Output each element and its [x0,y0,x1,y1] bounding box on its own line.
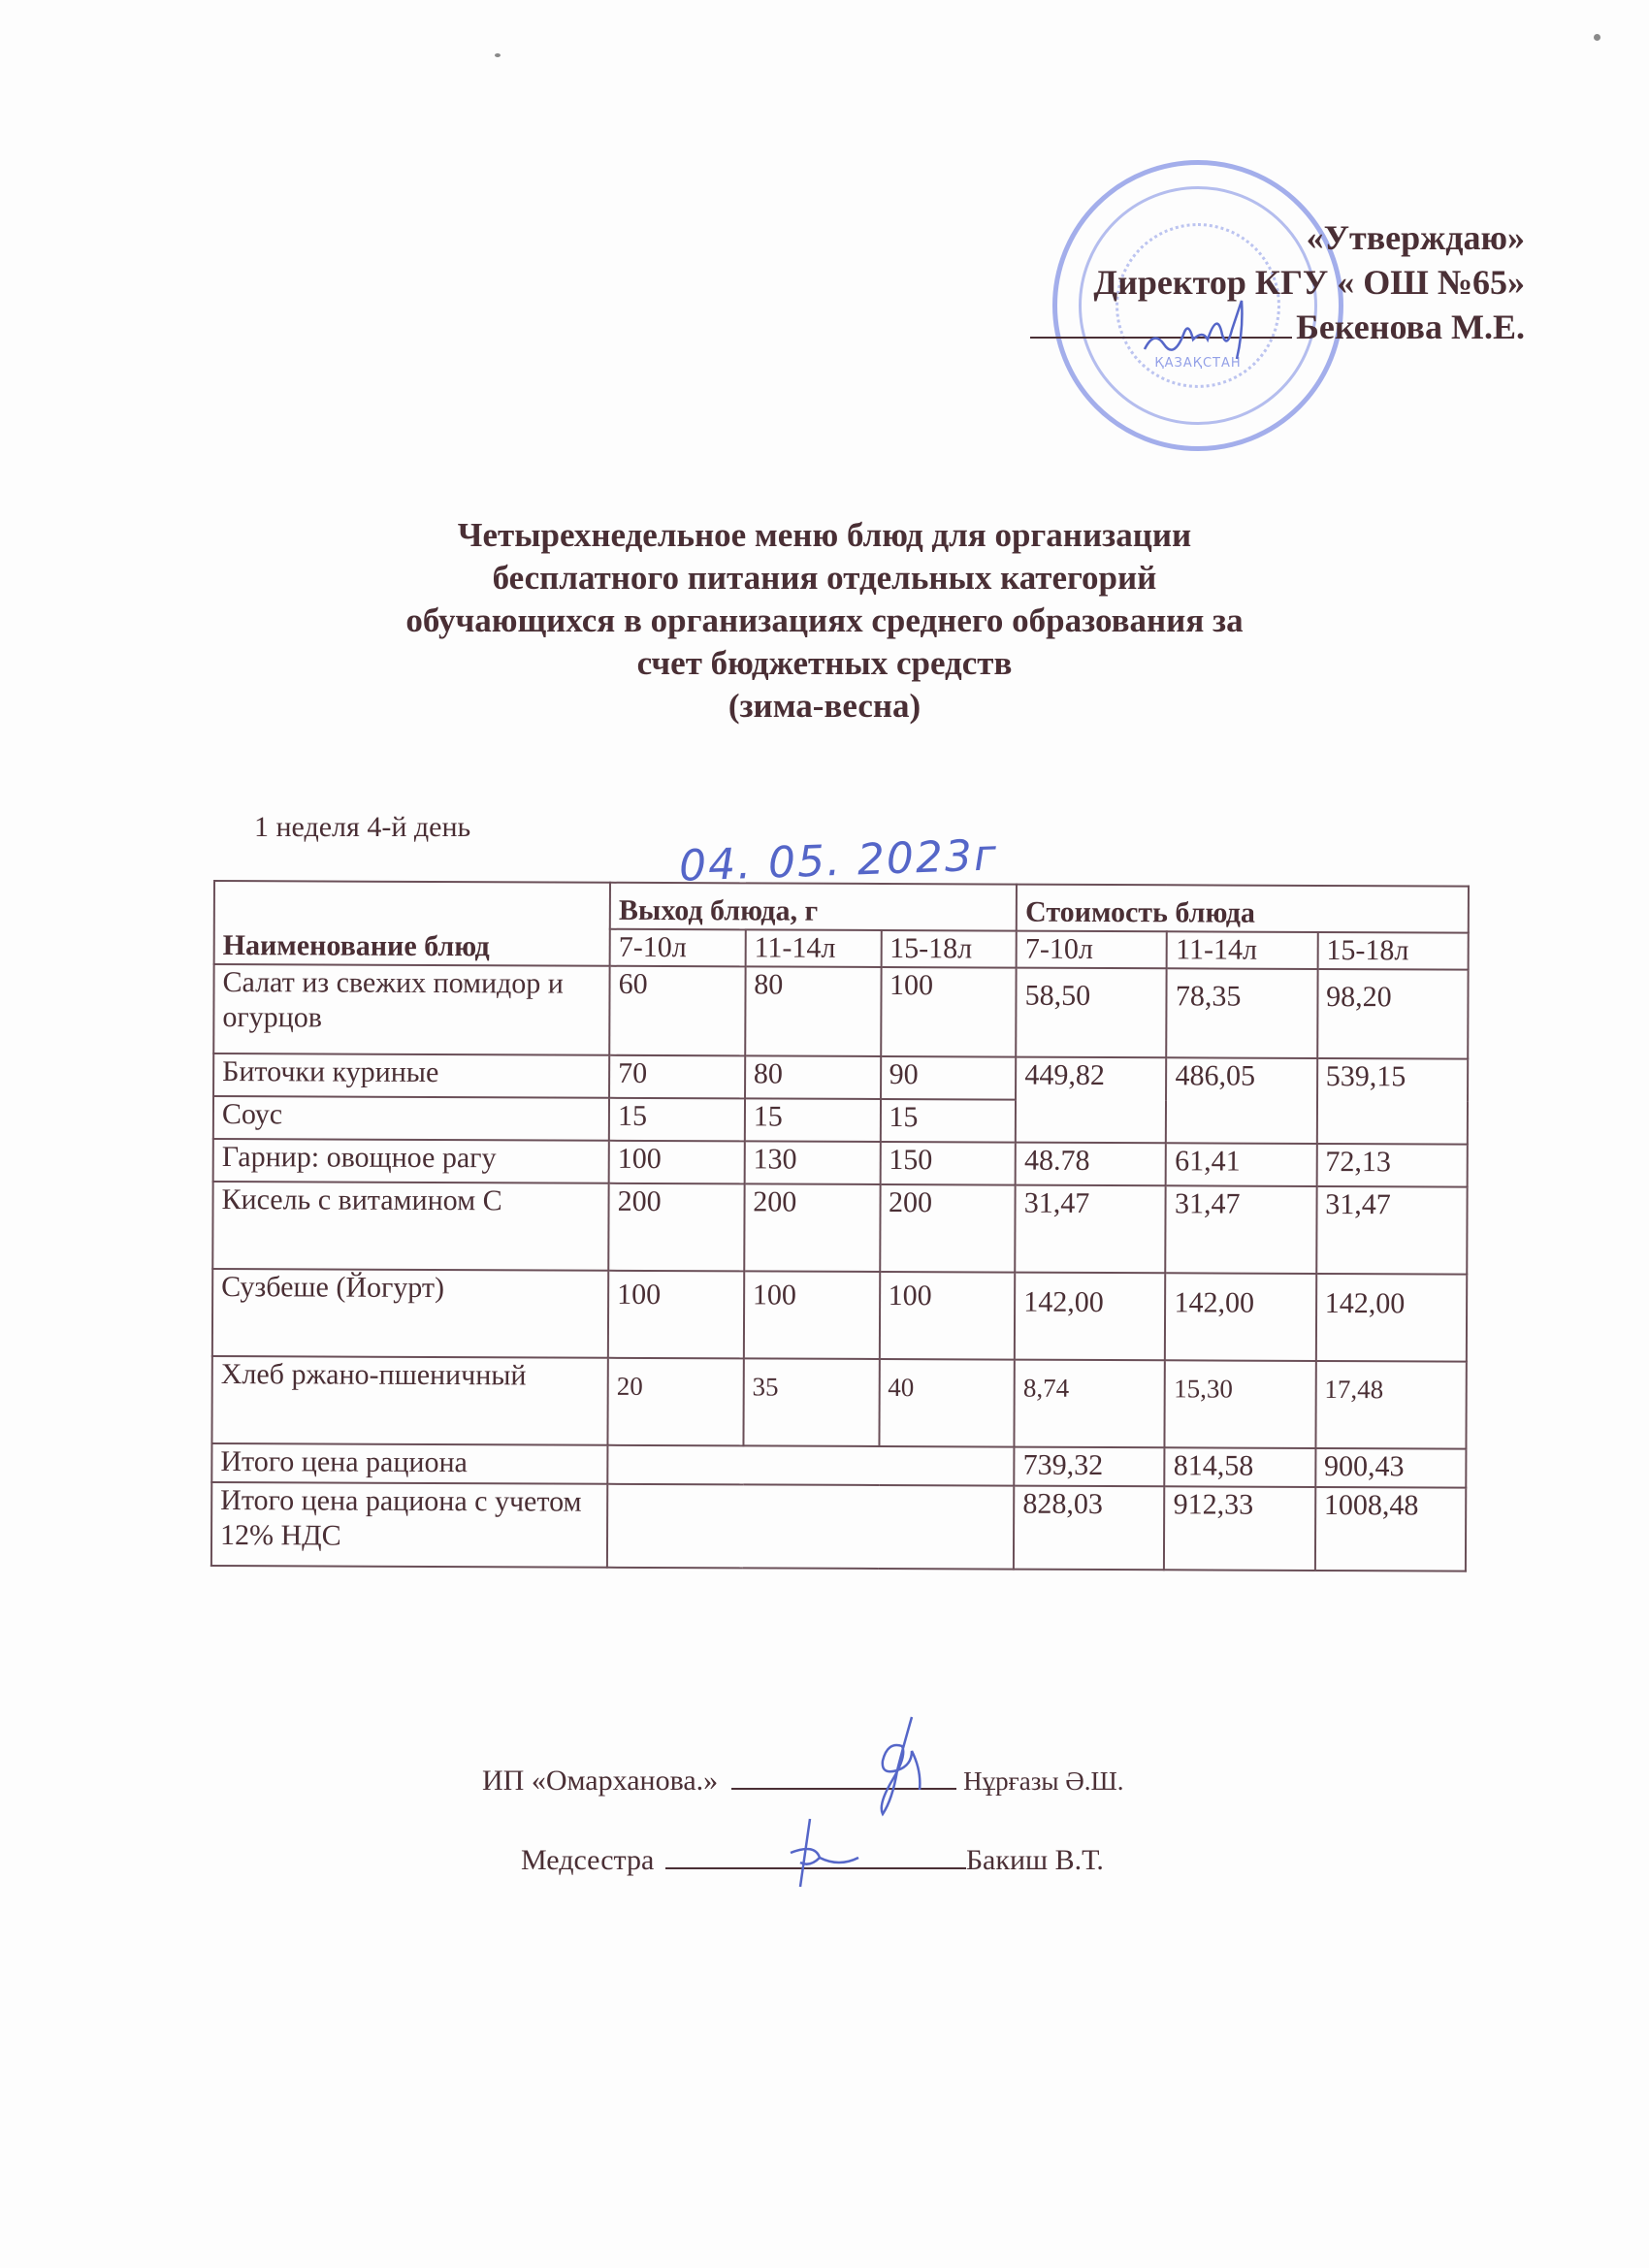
header-cost-group: Стоимость блюда [1017,885,1469,933]
yield-value: 90 [881,1056,1017,1100]
approval-signer: Бекенова М.Е. [1296,308,1525,346]
dish-name: Биточки куриные [213,1053,609,1098]
cost-value: 449,82 [1016,1057,1167,1144]
yield-value: 100 [879,1272,1015,1360]
cost-value: 31,47 [1316,1186,1468,1275]
supplier-signature-icon [854,1712,960,1819]
cost-value: 142,00 [1015,1273,1166,1361]
dish-name: Соус [213,1096,609,1141]
cost-value: 58,50 [1016,968,1167,1058]
total-vat-row [211,1482,1466,1571]
approval-signature-line [1030,305,1525,349]
title-line: счет бюджетных средств [636,644,1013,682]
yield-value: 150 [880,1142,1016,1185]
scan-speck [495,53,501,57]
total-value: 814,58 [1165,1447,1315,1487]
yield-value: 200 [744,1183,880,1272]
total-vat-label: Итого цена рациона с учетом 12% НДС [211,1482,607,1568]
header-age-yield: 15-18л [881,930,1017,968]
supplier-org: ИП «Омарханова.» [482,1765,719,1797]
header-yield-group: Выход блюда, г [610,883,1017,931]
table-row [212,1182,1467,1275]
nurse-name: Бакиш В.Т. [965,1844,1104,1876]
yield-value: 80 [745,966,881,1056]
nurse-title: Медсестра [521,1844,655,1876]
dish-name: Хлеб ржано-пшеничный [211,1356,607,1445]
total-empty-cell [607,1445,1014,1486]
header-age-yield: 7-10л [610,929,746,967]
supplier-name: Нұрғазы Ә.Ш. [963,1766,1124,1796]
total-vat-value: 1008,48 [1315,1487,1467,1571]
dish-name: Сузбеше (Йогурт) [212,1269,608,1358]
header-age-cost: 15-18л [1317,932,1468,970]
dish-name: Гарнир: овощное рагу [213,1139,609,1183]
table-row [213,1139,1468,1187]
cost-value: 72,13 [1316,1144,1467,1187]
director-signature-icon [1135,291,1271,369]
yield-value: 15 [745,1098,881,1142]
cost-value: 15,30 [1165,1360,1316,1448]
signature-supplier [482,1761,1124,1798]
menu-table [210,880,1470,1572]
header-dish-name: Наименование блюд [214,881,610,966]
yield-value: 35 [743,1358,879,1446]
yield-value: 60 [609,966,745,1056]
total-value: 739,32 [1015,1447,1165,1487]
dish-name: Кисель с витамином С [212,1182,608,1271]
cost-value: 31,47 [1015,1185,1166,1274]
title-line: Четырехнедельное меню блюд для организации [457,516,1192,554]
cost-value: 61,41 [1166,1143,1316,1186]
cost-value: 17,48 [1315,1361,1467,1449]
cost-value: 78,35 [1167,968,1318,1058]
cost-value: 142,00 [1165,1273,1316,1361]
cost-value: 539,15 [1317,1058,1469,1145]
yield-value: 100 [608,1271,744,1359]
approval-position: Директор КГУ « ОШ №65» [1093,263,1525,302]
total-row [211,1443,1466,1488]
header-age-cost: 11-14л [1167,931,1317,969]
yield-value: 200 [880,1184,1016,1273]
table-row [212,1269,1467,1362]
yield-value: 100 [609,1141,745,1184]
total-value: 900,43 [1315,1448,1466,1488]
yield-value: 80 [745,1055,881,1099]
table-row [213,964,1468,1059]
title-line: бесплатного питания отдельных категорий [492,559,1157,597]
table-row [213,1053,1468,1102]
total-vat-value: 828,03 [1014,1486,1165,1571]
total-vat-value: 912,33 [1164,1486,1315,1571]
cost-value: 98,20 [1317,969,1469,1059]
header-age-yield: 11-14л [745,929,881,967]
total-empty-cell [607,1484,1015,1570]
title-line: (зима-весна) [728,687,922,725]
nurse-signature-icon [771,1814,878,1892]
dish-name: Салат из свежих помидор и огурцов [213,964,609,1055]
yield-value: 200 [608,1183,744,1272]
yield-value: 40 [879,1359,1015,1447]
yield-value: 130 [744,1141,880,1184]
handwritten-date: 04. 05. 2023г [678,830,999,891]
yield-value: 70 [609,1055,745,1099]
scan-speck [1594,34,1600,41]
cost-value: 48.78 [1016,1143,1166,1186]
total-label: Итого цена рациона [211,1443,607,1484]
yield-value: 100 [881,967,1017,1057]
yield-value: 15 [609,1098,745,1142]
approval-heading: «Утверждаю» [1306,218,1525,257]
yield-value: 20 [608,1358,744,1446]
cost-value: 486,05 [1166,1057,1317,1144]
table-row [211,1356,1466,1449]
title-line: обучающихся в организациях среднего образования за [405,601,1244,639]
week-day-label: 1 неделя 4-й день [254,811,471,843]
cost-value: 31,47 [1166,1185,1317,1274]
header-age-cost: 7-10л [1017,931,1167,969]
approval-block [1030,215,1525,349]
yield-value: 100 [744,1271,880,1359]
stamp-text: ҚАЗАҚСТАН [1154,356,1242,371]
cost-value: 8,74 [1015,1360,1166,1448]
yield-value: 15 [880,1099,1016,1143]
document-title [291,514,1358,728]
cost-value: 142,00 [1316,1274,1468,1362]
